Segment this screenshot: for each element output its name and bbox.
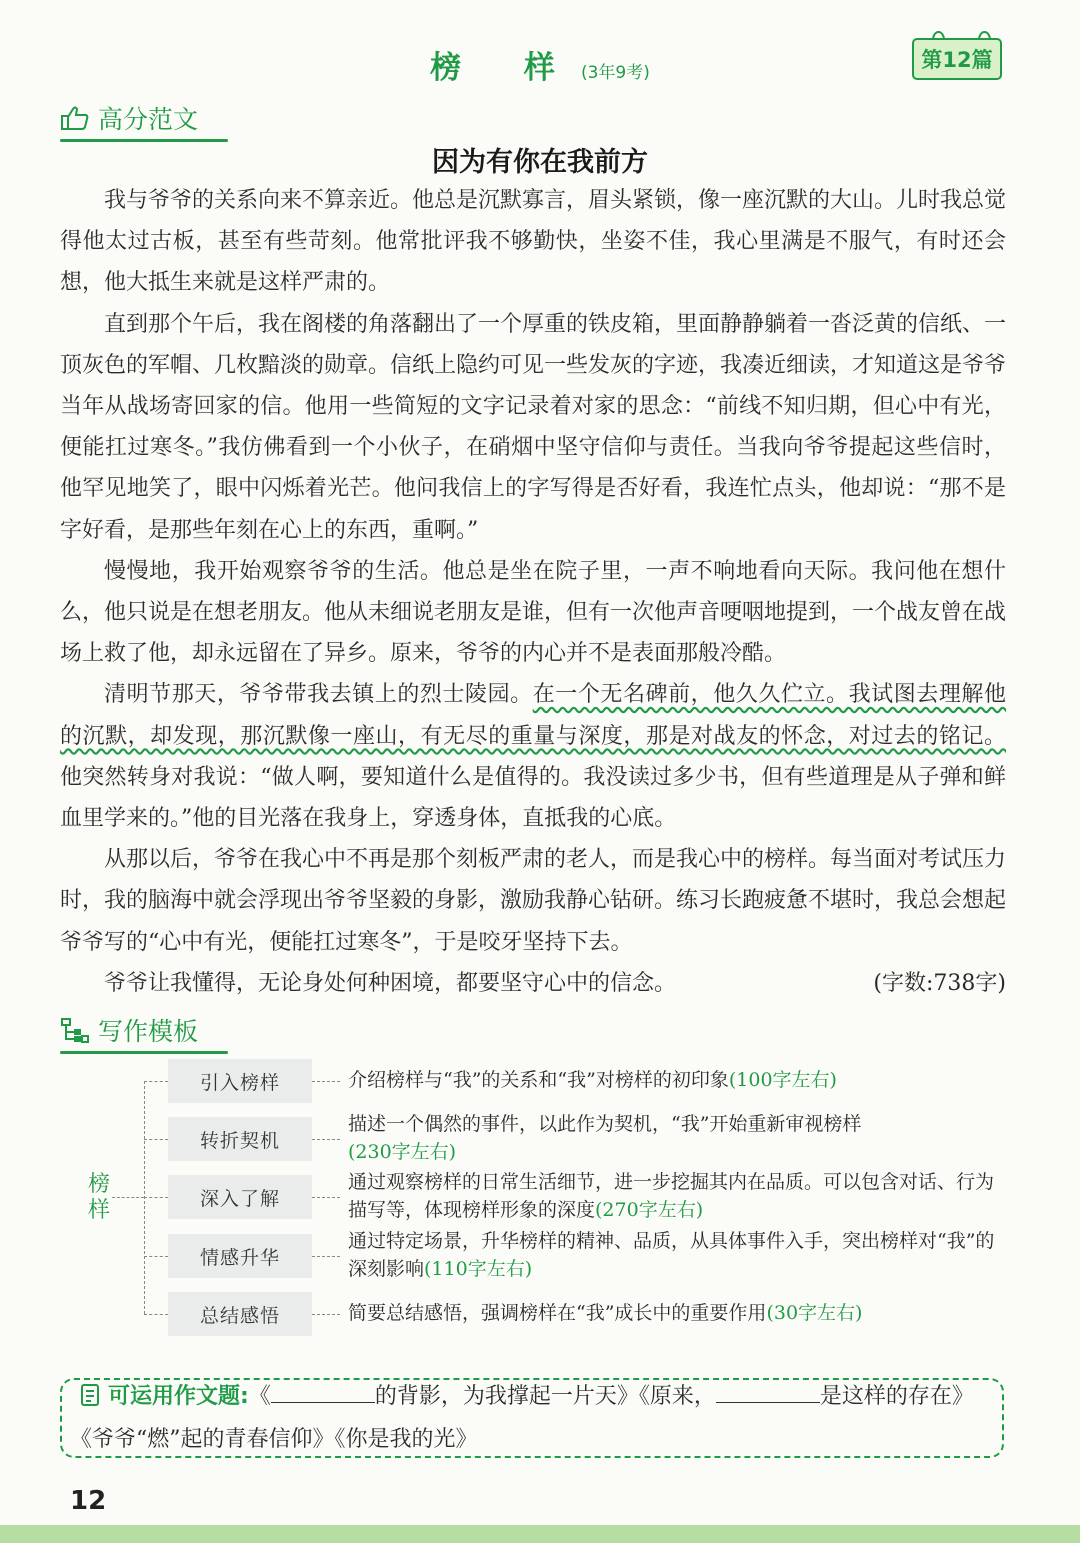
essay-text: 清明节那天，爷爷带我去镇上的烈士陵园。 bbox=[104, 682, 533, 708]
connector-line bbox=[312, 1081, 340, 1082]
connector-line bbox=[144, 1197, 168, 1198]
section-essay-heading bbox=[60, 100, 198, 136]
connector-line bbox=[312, 1314, 340, 1315]
step-description bbox=[348, 1066, 998, 1094]
step-word-count: (270字左右) bbox=[595, 1199, 704, 1221]
step-word-count: (110字左右) bbox=[424, 1258, 533, 1280]
essay-paragraph: 从那以后，爷爷在我心中不再是那个刻板严肃的老人，而是我心中的榜样。每当面对考试压力时，我的脑海中就会浮现出爷爷坚毅的身影，激励我静心钻研。练习长跑疲惫不堪时，我总会想起爷爷写的“心中有光，便能扛过寒冬”，于是咬牙坚持下去。 bbox=[60, 847, 1007, 955]
connector-line bbox=[312, 1197, 340, 1198]
connector-line bbox=[144, 1256, 168, 1257]
essay-text: 爷爷让我懂得，无论身处何种困境，都要坚守心中的信念。 bbox=[104, 970, 677, 996]
topic-text: 《 bbox=[248, 1384, 271, 1409]
topics-label: 可运用作文题: bbox=[108, 1384, 249, 1409]
section-template-label: 写作模板 bbox=[98, 1017, 199, 1046]
essay-text: 他突然转身对我说：“做人啊，要知道什么是值得的。我没读过多少书，但有些道理是从子弹和鲜血里学来的。”他的目光落在我身上，穿透身体，直抵我的心底。 bbox=[60, 764, 1006, 832]
step-desc-text: 介绍榜样与“我”的关系和“我”对榜样的初印象 bbox=[348, 1069, 729, 1091]
fill-in-blank bbox=[271, 1380, 375, 1403]
topics-line-2: 《爷爷“燃”起的青春信仰》《你是我的光》 bbox=[70, 1427, 478, 1452]
step-desc-text: 描述一个偶然的事件，以此作为契机，“我”开始重新审视榜样 bbox=[348, 1113, 862, 1135]
essay-title: 因为有你在我前方 bbox=[432, 147, 648, 178]
step-conclusion: 总结感悟 bbox=[168, 1292, 312, 1336]
document-icon bbox=[80, 1383, 102, 1407]
topic-text: 《原来， bbox=[638, 1384, 716, 1409]
step-desc-text: 通过特定场景，升华榜样的精神、品质，从具体事件入手，突出榜样对“我”的深刻影响 bbox=[348, 1230, 995, 1280]
essay-paragraph: 我与爷爷的关系向来不算亲近。他总是沉默寡言，眉头紧锁，像一座沉默的大山。儿时我总觉得他太过古板，甚至有些苛刻。他常批评我不够勤快，坐姿不佳，我心里满是不服气，有时还会想，他大抵生来就是这样严肃的。 bbox=[60, 188, 1007, 296]
step-description bbox=[348, 1110, 998, 1166]
step-desc-text: 简要总结感悟，强调榜样在“我”成长中的重要作用 bbox=[348, 1302, 767, 1324]
essay-paragraph: 直到那个午后，我在阁楼的角落翻出了一个厚重的铁皮箱，里面静静躺着一沓泛黄的信纸、一顶灰色的军帽、几枚黯淡的勋章。信纸上隐约可见一些发灰的字迹，我凑近细读，才知道这是爷爷当年从战场寄回家的信。他用一些简短的文字记录着对家的思念：“前线不知归期，但心中有光，便能扛过寒冬。”我仿佛看到一个小伙子，在硝烟中坚守信仰与责任。当我向爷爷提起这些信时，他罕见地笑了，眼中闪烁着光芒。他问我信上的字写得是否好看，我连忙点头，他却说：“那不是字好看，是那些年刻在心上的东西，重啊。” bbox=[60, 311, 1007, 543]
essay-paragraph bbox=[60, 963, 1006, 1004]
topic-text: 的背影，为我撑起一片天》 bbox=[374, 1384, 639, 1409]
step-deep-understanding: 深入了解 bbox=[168, 1175, 312, 1219]
topic-text: 是这样的存在》 bbox=[819, 1384, 974, 1409]
connector-line bbox=[144, 1081, 168, 1082]
connector-line bbox=[312, 1139, 340, 1140]
footer-bar bbox=[0, 1525, 1080, 1543]
page-number: 12 bbox=[70, 1486, 107, 1516]
step-turning-point: 转折契机 bbox=[168, 1117, 312, 1161]
page-title: 榜 样 bbox=[430, 50, 581, 86]
word-count: (字数:738字) bbox=[873, 970, 1006, 996]
step-description bbox=[348, 1299, 998, 1327]
connector-line bbox=[144, 1139, 168, 1140]
highlighted-sentence: 在一个无名碑前，他久久伫立。我试图去理解他的沉默，却发现，那沉默像一座山，有无尽的重量与深度，那是对战友的怀念，对过去的铭记。 bbox=[60, 682, 1006, 749]
step-desc-text: 通过观察榜样的日常生活细节，进一步挖掘其内在品质。可以包含对话、行为描写等，体现榜样形象的深度 bbox=[348, 1171, 995, 1221]
connector-line bbox=[112, 1197, 144, 1198]
step-introduce: 引入榜样 bbox=[168, 1059, 312, 1103]
step-description bbox=[348, 1227, 998, 1283]
page-subtitle: (3年9考) bbox=[580, 63, 650, 83]
topics-line-1 bbox=[80, 1380, 974, 1414]
section-underline bbox=[60, 1051, 228, 1054]
chapter-badge: 第12篇 bbox=[912, 38, 1002, 80]
connector-line bbox=[144, 1314, 168, 1315]
essay-paragraph bbox=[60, 674, 1006, 839]
step-word-count: (100字左右) bbox=[728, 1069, 837, 1091]
connector-line bbox=[312, 1256, 340, 1257]
flowchart-icon bbox=[60, 1017, 90, 1043]
thumbs-up-icon bbox=[60, 105, 90, 131]
fill-in-blank bbox=[716, 1380, 820, 1403]
step-emotional-elevation: 情感升华 bbox=[168, 1234, 312, 1278]
essay-body bbox=[60, 180, 1006, 1004]
section-essay-label: 高分范文 bbox=[98, 105, 199, 134]
template-root-label: 榜样 bbox=[87, 1172, 110, 1223]
step-description bbox=[348, 1168, 998, 1224]
essay-paragraph: 慢慢地，我开始观察爷爷的生活。他总是坐在院子里，一声不响地看向天际。我问他在想什么，他只说是在想老朋友。他从未细说老朋友是谁，但有一次他声音哽咽地提到，一个战友曾在战场上救了他，却永远留在了异乡。原来，爷爷的内心并不是表面那般冷酷。 bbox=[60, 558, 1007, 667]
step-word-count: (230字左右) bbox=[348, 1141, 457, 1163]
section-template-heading bbox=[60, 1012, 198, 1048]
step-word-count: (30字左右) bbox=[766, 1302, 863, 1324]
